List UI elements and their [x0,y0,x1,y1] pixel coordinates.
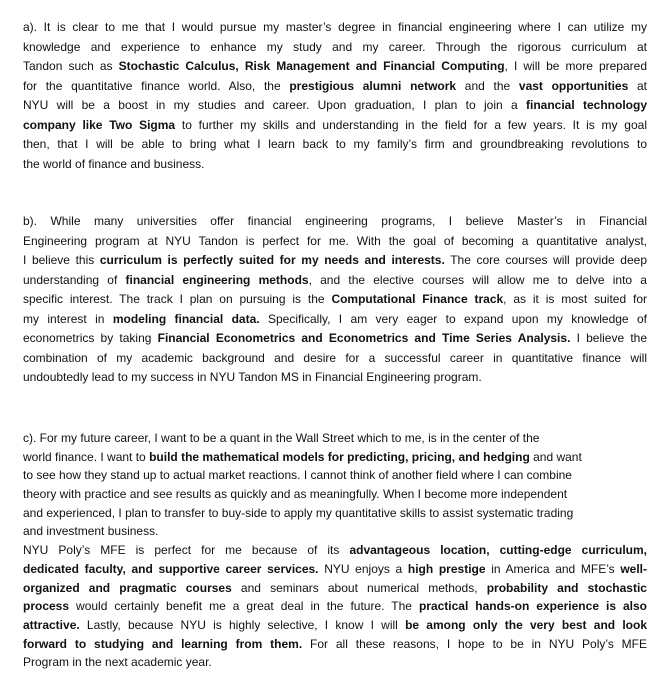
text-run: NYU enjoys a [318,561,408,576]
text-line [23,616,647,635]
text-line [23,232,647,252]
text-run: , as it is most suited for [503,292,647,306]
text-line [23,57,647,77]
bold-text: curriculum is perfectly suited for my needs and interests. [99,253,445,267]
text-run: in America and MFE’s [485,561,621,576]
text-run: for the quantitative finance world. Also, the [23,78,290,93]
text-line [23,522,647,541]
bold-text: build the mathematical models for predicting, pricing, and hedging [149,449,530,464]
text-run: then, that I will be able to bring what I learn back to my family’s firm and groundbreaking revolutions to [23,137,647,151]
text-run: and want [529,449,582,464]
bold-text: attractive. [23,617,80,632]
text-line [23,466,647,485]
paragraph-a [23,18,647,174]
bold-text: Computational Finance track [331,292,504,306]
text-run: combination of my academic background and desire for a successful career in quantitative finance will [23,350,647,365]
text-run: the world of finance and business. [23,156,205,171]
text-run: a). It is clear to me that I would pursue my master’s degree in financial engineering where I can utilize my [23,20,647,34]
text-run: would certainly benefit me a great deal in the future. The [69,599,419,614]
bold-text: Financial Econometrics and Econometrics and Time Series Analysis. [157,331,571,345]
text-line [23,96,647,116]
bold-text: financial technology [526,98,648,112]
text-run: undoubtedly lead to my success in NYU Tandon MS in Financial Engineering program. [23,370,482,384]
paragraph-c [23,429,647,672]
text-line [23,251,647,271]
bold-text: Stochastic Calculus, Risk Management and Financial Computing [118,59,505,73]
text-run: , I will be more prepared [504,59,647,73]
text-run: at [628,78,647,93]
bold-text: be among only the very best and look [405,617,648,632]
text-line [23,448,647,467]
text-run: to further my skills and understanding in the field for a few years. It is my goal [175,117,647,132]
text-run: my interest in [23,311,113,326]
text-run: , and the elective courses will allow me to delve into a [308,272,647,287]
text-line [23,329,647,349]
text-line [23,116,647,136]
bold-text: company like Two Sigma [23,117,176,132]
text-line [23,653,647,672]
text-run: I believe the [570,331,648,345]
text-run: and experienced, I plan to transfer to buy-side to apply my quantitative skills to assist systematic trading [23,505,574,520]
text-run: Specifically, I am very eager to expand upon my knowledge of [259,311,647,326]
text-run: c). For my future career, I want to be a quant in the Wall Street which to me, is in the center of the [23,431,540,445]
text-line [23,38,647,58]
text-line [23,597,647,616]
bold-text: forward to studying and learning from them. [23,636,303,651]
text-run: Lastly, because NYU is highly selective, I know I will [79,617,406,632]
bold-text: process [23,599,70,614]
bold-text: vast opportunities [518,78,629,93]
bold-text: organized and pragmatic courses [23,580,232,595]
text-run: Tandon such as [23,59,119,73]
bold-text: financial engineering methods [125,272,309,287]
text-run: I believe this [23,253,100,267]
text-line [23,18,647,38]
paragraph-b [23,212,647,388]
text-line [23,310,647,330]
text-run: NYU will be a boost in my studies and career. Upon graduation, I plan to join a [23,98,526,112]
bold-text: dedicated faculty, and supportive career services. [23,561,319,576]
text-line [23,77,647,97]
text-run: Program in the next academic year. [23,655,212,670]
text-line [23,541,647,560]
text-run: NYU Poly’s MFE is perfect for me because of its [23,543,350,558]
text-run: The core courses will provide deep [444,253,647,267]
text-run: world finance. I want to [23,449,150,464]
bold-text: advantageous location, cutting-edge curriculum, [349,543,647,558]
text-line [23,635,647,654]
text-run: specific interest. The track I plan on pursuing is the [23,292,332,306]
text-run: theory with practice and see results as quickly and as meaningfully. When I become more independent [23,487,568,502]
text-run: For all these reasons, I hope to be in NYU Poly’s MFE [302,636,648,651]
text-line [23,579,647,598]
text-run: and the [456,78,519,93]
text-line [23,429,647,448]
text-run: and seminars about numerical methods, [231,580,487,595]
text-line [23,349,647,369]
text-run: econometrics by taking [23,331,158,345]
text-line [23,290,647,310]
text-line [23,485,647,504]
text-run: to see how they stand up to actual market reactions. I cannot think of another field where I can combine [23,468,572,483]
text-run: understanding of [23,272,126,287]
text-run: Engineering program at NYU Tandon is perfect for me. With the goal of becoming a quantitative analyst, [23,233,647,248]
text-line [23,504,647,523]
text-run: and investment business. [23,524,159,539]
bold-text: well- [620,561,647,576]
bold-text: probability and stochastic [486,580,647,595]
bold-text: high prestige [407,561,486,576]
text-line [23,155,647,175]
text-line [23,560,647,579]
text-line [23,135,647,155]
bold-text: prestigious alumni network [289,78,457,93]
bold-text: practical hands-on experience is also [418,599,647,614]
text-run: b). While many universities offer financial engineering programs, I believe Master’s in Financial [23,214,647,228]
text-line [23,212,647,232]
bold-text: modeling financial data. [112,311,260,326]
text-run: knowledge and experience to enhance my study and my career. Through the rigorous curriculum at [23,39,647,54]
text-line [23,368,647,388]
text-line [23,271,647,291]
